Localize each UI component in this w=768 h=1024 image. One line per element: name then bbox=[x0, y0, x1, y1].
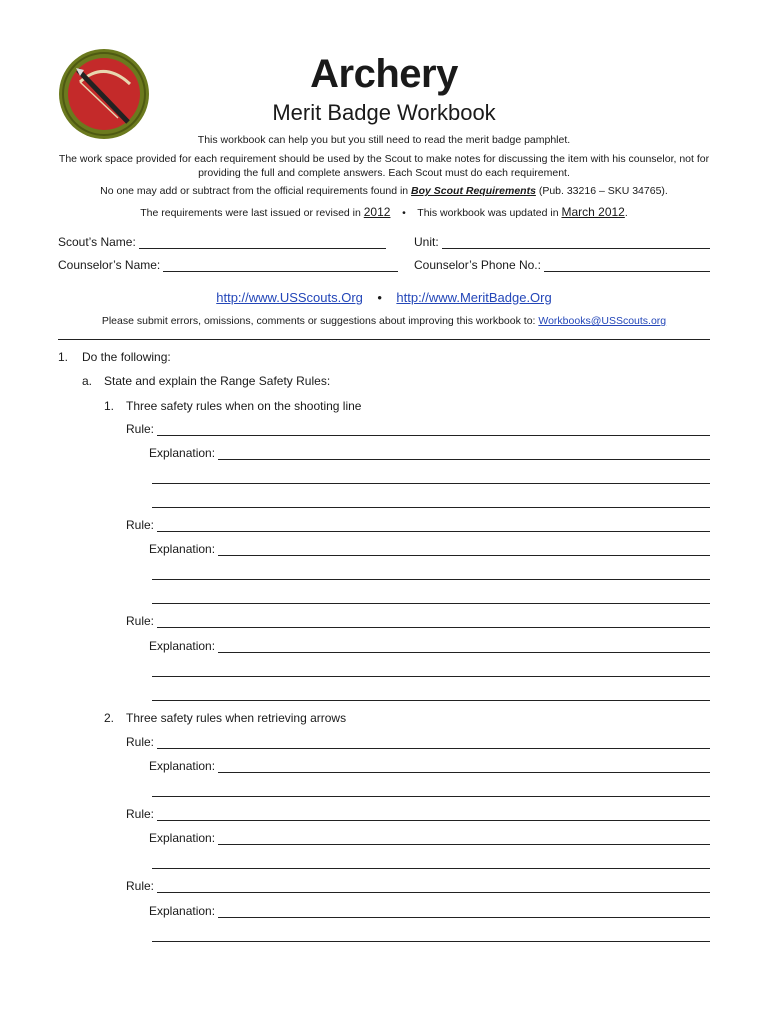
req-1a-letter: a. bbox=[82, 374, 93, 388]
meritbadge-link[interactable]: http://www.MeritBadge.Org bbox=[396, 290, 552, 305]
counselor-phone-line[interactable] bbox=[544, 259, 710, 272]
rule-2-label: Rule: bbox=[126, 518, 155, 532]
unit-label: Unit: bbox=[414, 235, 439, 249]
explanation-3-field[interactable] bbox=[149, 639, 710, 653]
page-subtitle: Merit Badge Workbook bbox=[272, 100, 496, 125]
counselor-phone-label: Counselor’s Phone No.: bbox=[414, 258, 541, 272]
rule-3-label: Rule: bbox=[126, 614, 155, 628]
explanation-2-label: Explanation: bbox=[149, 542, 216, 556]
updated-post: . bbox=[624, 207, 628, 219]
submit-text: Please submit errors, omissions, comments or suggestions about improving this workbook to: bbox=[101, 315, 539, 327]
unit-line[interactable] bbox=[442, 236, 710, 249]
rule-3-line[interactable] bbox=[157, 615, 710, 628]
explanation-5-extra-line-1[interactable] bbox=[152, 867, 710, 869]
explanation-2-line[interactable] bbox=[218, 543, 710, 556]
req-1-text: Do the following: bbox=[82, 350, 171, 364]
explanation-4-field[interactable] bbox=[149, 759, 710, 773]
rule-6-line[interactable] bbox=[157, 880, 710, 893]
intro-line-4-pre: No one may add or subtract from the official requirements found in bbox=[100, 185, 412, 197]
rule-1-label: Rule: bbox=[126, 422, 155, 436]
issued-year: 2012 bbox=[363, 205, 391, 219]
rule-3-field[interactable] bbox=[126, 614, 710, 628]
explanation-4-label: Explanation: bbox=[149, 759, 216, 773]
rule-5-label: Rule: bbox=[126, 807, 155, 821]
counselor-name-line[interactable] bbox=[163, 259, 398, 272]
explanation-6-extra-line-1[interactable] bbox=[152, 940, 710, 942]
explanation-1-extra-line-2[interactable] bbox=[152, 506, 710, 508]
unit-field[interactable] bbox=[414, 235, 710, 249]
header-divider bbox=[58, 339, 710, 340]
website-links bbox=[0, 290, 768, 305]
req-1a1-number: 1. bbox=[104, 399, 115, 413]
bullet-separator: • bbox=[402, 207, 406, 219]
counselor-name-field[interactable] bbox=[58, 258, 398, 272]
explanation-1-field[interactable] bbox=[149, 446, 710, 460]
issued-label: The requirements were last issued or revised in bbox=[140, 207, 364, 219]
explanation-1-label: Explanation: bbox=[149, 446, 216, 460]
scout-name-label: Scout’s Name: bbox=[58, 235, 136, 249]
boy-scout-requirements-title: Boy Scout Requirements bbox=[411, 185, 536, 197]
rule-1-field[interactable] bbox=[126, 422, 710, 436]
explanation-2-field[interactable] bbox=[149, 542, 710, 556]
req-1a1-text: Three safety rules when on the shooting line bbox=[126, 399, 362, 413]
explanation-2-extra-line-2[interactable] bbox=[152, 602, 710, 604]
rule-4-label: Rule: bbox=[126, 735, 155, 749]
rule-6-label: Rule: bbox=[126, 879, 155, 893]
intro-line-4-post: (Pub. 33216 – SKU 34765). bbox=[535, 185, 668, 197]
intro-line-4 bbox=[0, 185, 768, 197]
explanation-6-line[interactable] bbox=[218, 905, 710, 918]
scout-name-field[interactable] bbox=[58, 235, 386, 249]
updated-label: This workbook was updated in bbox=[417, 207, 562, 219]
links-bullet: • bbox=[377, 290, 382, 305]
rule-4-field[interactable] bbox=[126, 735, 710, 749]
explanation-4-extra-line-1[interactable] bbox=[152, 795, 710, 797]
rule-5-line[interactable] bbox=[157, 808, 710, 821]
rule-2-field[interactable] bbox=[126, 518, 710, 532]
explanation-4-line[interactable] bbox=[218, 760, 710, 773]
submit-feedback-line bbox=[0, 315, 768, 327]
rule-1-line[interactable] bbox=[157, 423, 710, 436]
revision-info bbox=[0, 205, 768, 219]
usscouts-link[interactable]: http://www.USScouts.Org bbox=[216, 290, 363, 305]
rule-6-field[interactable] bbox=[126, 879, 710, 893]
rule-4-line[interactable] bbox=[157, 736, 710, 749]
explanation-6-label: Explanation: bbox=[149, 904, 216, 918]
counselor-name-label: Counselor’s Name: bbox=[58, 258, 161, 272]
req-1a2-number: 2. bbox=[104, 711, 115, 725]
explanation-1-line[interactable] bbox=[218, 447, 710, 460]
req-1a-text: State and explain the Range Safety Rules: bbox=[104, 374, 331, 388]
explanation-5-field[interactable] bbox=[149, 831, 710, 845]
rule-5-field[interactable] bbox=[126, 807, 710, 821]
scout-name-line[interactable] bbox=[139, 236, 386, 249]
page-title: Archery bbox=[310, 52, 458, 96]
explanation-3-line[interactable] bbox=[218, 640, 710, 653]
intro-line-2: The work space provided for each requirement should be used by the Scout to make notes for discussing the item with his counselor, not for bbox=[58, 153, 710, 165]
explanation-2-extra-line-1[interactable] bbox=[152, 578, 710, 580]
rule-2-line[interactable] bbox=[157, 519, 710, 532]
workbooks-email-link[interactable]: Workbooks@USScouts.org bbox=[538, 315, 667, 327]
intro-line-1: This workbook can help you but you still need to read the merit badge pamphlet. bbox=[197, 134, 571, 146]
explanation-6-field[interactable] bbox=[149, 904, 710, 918]
explanation-5-line[interactable] bbox=[218, 832, 710, 845]
explanation-5-label: Explanation: bbox=[149, 831, 216, 845]
updated-date: March 2012 bbox=[561, 205, 625, 219]
req-1-number: 1. bbox=[58, 350, 69, 364]
explanation-3-extra-line-2[interactable] bbox=[152, 699, 710, 701]
counselor-phone-field[interactable] bbox=[414, 258, 710, 272]
explanation-3-label: Explanation: bbox=[149, 639, 216, 653]
explanation-3-extra-line-1[interactable] bbox=[152, 675, 710, 677]
req-1a2-text: Three safety rules when retrieving arrows bbox=[126, 711, 347, 725]
intro-line-3: providing the full and complete answers. Each Scout must do each requirement. bbox=[198, 167, 570, 179]
explanation-1-extra-line-1[interactable] bbox=[152, 482, 710, 484]
